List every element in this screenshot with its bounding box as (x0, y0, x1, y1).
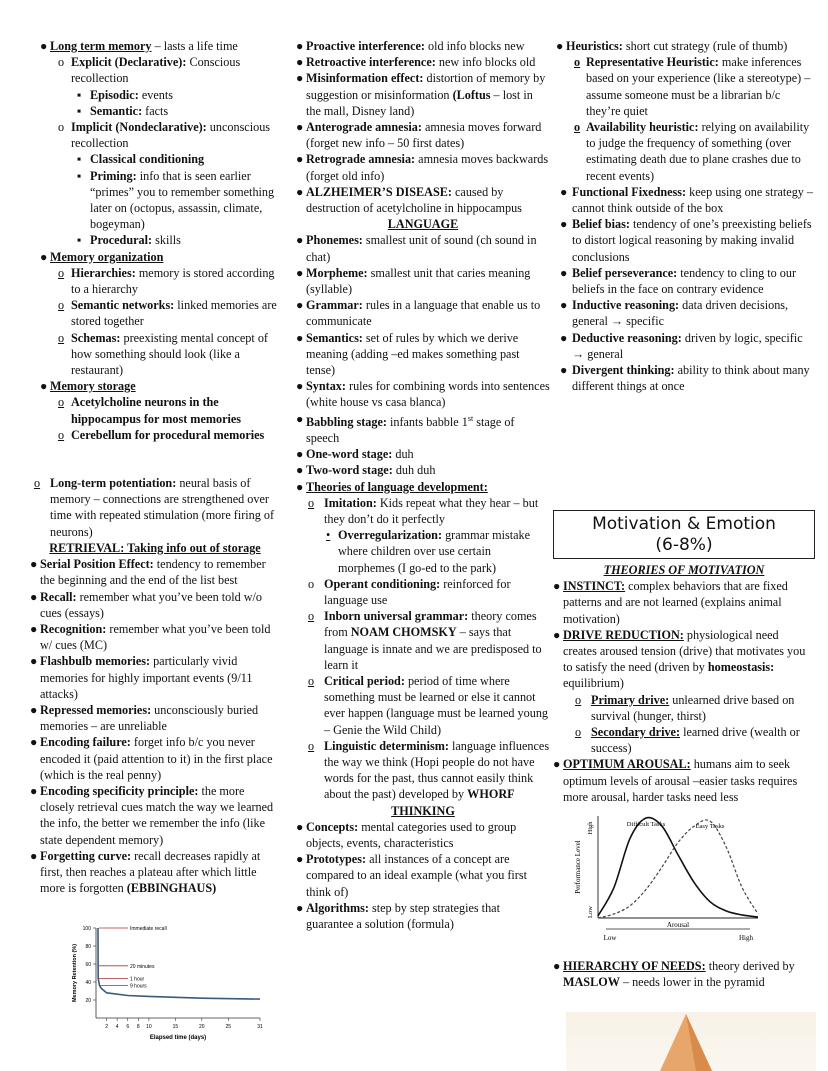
y-axis-label: Memory Retention (%) (72, 943, 78, 1003)
list-item-alzheimers: ● ALZHEIMER’S DISEASE: caused by destruction of acetylcholine in hippocampus (296, 184, 522, 216)
list-item-recognition: ● Recognition: remember what you’ve been told w/ cues (MC) (30, 621, 271, 653)
list-item-representative: o Representative Heuristic: make inferences based on your experience (like a stereotype) – assume someone must be a librarian b/c they’re quiet (574, 55, 811, 118)
list-item-heuristics: ● Heuristics: short cut strategy (rule of thumb) (556, 39, 788, 53)
x-tick-label-low: Low (603, 934, 617, 942)
list-item-functional-fixedness: ● Functional Fixedness: keep using one strategy – cannot think outside of the box (560, 184, 814, 216)
list-item-overregularization: • Overregularization: grammar mistake where children over use certain morphemes (I go-ed to the park) (326, 528, 531, 575)
motivation-section (553, 510, 815, 805)
list-item-recall: ● Recall: remember what you’ve been told w/o cues (essays) (30, 589, 263, 620)
list-item-semantic-networks: o Semantic networks: linked memories are stored together (58, 298, 277, 329)
x-tick-label-high: High (739, 934, 753, 942)
column-memory (30, 38, 280, 896)
series-label-difficult: Difficult Tasks (626, 821, 666, 828)
list-item-divergent: ● Divergent thinking: ability to think about many different things at once (560, 363, 810, 394)
x-axis-label: Arousal (666, 921, 690, 929)
list-item-acetylcholine: o Acetylcholine neurons in the hippocampus for most memories (58, 395, 242, 426)
motivation-title: Motivation & Emotion (592, 514, 776, 534)
list-item-priming: ▪ Priming: info that is seen earlier “primes” you to remember something later on (octopus, assassin, climate, bogeyman) (77, 168, 275, 232)
list-item-imitation: o Imitation: Kids repeat what they hear – but they don’t do it perfectly (308, 495, 539, 526)
list-item-proactive: ● Proactive interference: old info blocks new (296, 39, 525, 53)
list-item-instinct: ● INSTINCT: complex behaviors that are fixed patterns and are not learned (explains animal motivation) (553, 579, 788, 626)
list-item-retroactive: ● Retroactive interference: new info blocks old (296, 55, 536, 70)
list-item-misinformation: ● Misinformation effect: distortion of memory by suggestion or misinformation (Loftus – lost in the mall, Disney land) (296, 71, 546, 118)
list-item-semantics: ● Semantics: set of rules by which we derive meaning (adding –ed makes something past tense) (296, 330, 520, 378)
x-axis-label: Elapsed time (days) (149, 1035, 207, 1041)
list-item-prototypes: ● Prototypes: all instances of a concept are compared to an ideal example (what you first think of) (296, 852, 527, 899)
list-item-semantic: ▪ Semantic: facts (77, 103, 169, 118)
y-tick-label: 20 (85, 998, 91, 1004)
list-item-encoding-failure: ● Encoding failure: forget info b/c you never encoded it (paid attention to it) in the first place (which is the real penny) (30, 735, 273, 782)
series-label-easy: Easy Tasks (695, 823, 725, 830)
list-item-episodic: ▪ Episodic: events (77, 87, 173, 102)
list-item-serial-position: ● Serial Position Effect: tendency to remember the beginning and the end of the list best (30, 557, 266, 588)
easy-tasks-curve (598, 820, 758, 918)
list-item-operant: o Operant conditioning: reinforced for language use (308, 576, 511, 607)
heading-retrieval: RETRIEVAL: Taking info out of storage (49, 540, 261, 555)
forgetting-curve-line (98, 928, 260, 999)
x-tick-label: 31 (257, 1024, 263, 1030)
x-tick-label: 6 (126, 1024, 130, 1030)
list-item-inborn-grammar: o Inborn universal grammar: theory comes from NOAM CHOMSKY – says that language is innate and we are predisposed to learn it (308, 609, 542, 672)
list-item-memory-organization: ● Memory organization (40, 249, 164, 264)
annotation-label: 1 hour (130, 976, 145, 983)
x-tick-label: 15 (172, 1024, 179, 1030)
forgetting-curve-chart (68, 918, 268, 1048)
list-item-hierarchies: o Hierarchies: memory is stored according to a hierarchy (58, 265, 275, 297)
list-item-belief-bias: ● Belief bias: tendency of one’s preexisting beliefs to distort logical reasoning by making invalid conclusions (560, 217, 812, 264)
x-tick-label: 20 (199, 1024, 205, 1030)
annotation-label: 9 hours (130, 983, 147, 990)
list-item-ltm: ● Long term memory – lasts a life time (40, 39, 238, 53)
list-item-babbling: ● Babbling stage: infants babble 1st stage of speech (296, 411, 515, 445)
x-tick-label: 10 (146, 1024, 152, 1030)
list-item-retrograde: ● Retrograde amnesia: amnesia moves backwards (forget old info) (296, 152, 549, 183)
list-item-forgetting-curve: ● Forgetting curve: recall decreases rapidly at first, then reaches a plateau after which little more is forgotten (EBBINGHAUS) (30, 848, 261, 896)
y-tick-label: 40 (85, 980, 91, 986)
motivation-range: (6-8%) (655, 535, 713, 555)
y-tick-label: 60 (85, 962, 91, 968)
annotation-label: 20 minutes (130, 963, 155, 970)
list-item-ltp: o Long-term potentiation: neural basis of memory – connections are strengthened over time with repeated stimulation (more firing of neurons) (34, 476, 275, 539)
list-item-secondary-drive: o Secondary drive: learned drive (wealth or success) (575, 725, 800, 756)
list-item-concepts: ● Concepts: mental categories used to group objects, events, characteristics (296, 819, 517, 851)
x-tick-label: 25 (225, 1024, 232, 1030)
list-item-optimum-arousal: ● OPTIMUM AROUSAL: humans aim to seek optimum levels of arousal –easier tasks requires more arousal, harder tasks need less (553, 757, 798, 804)
y-tick-label: 80 (85, 944, 91, 950)
list-item-encoding-specificity: ● Encoding specificity principle: the more closely retrieval cues match the way we learned the info, the better we remember the info (like state dependent memory) (30, 783, 274, 847)
list-item-flashbulb: ● Flashbulb memories: particularly vivid memories for highly important events (9/11 attacks) (30, 654, 253, 701)
arousal-performance-chart (568, 808, 768, 948)
list-item-classical: ▪ Classical conditioning (77, 152, 205, 167)
list-item-explicit: o Explicit (Declarative): Conscious recollection (58, 55, 241, 86)
y-tick-label-low: Low (587, 906, 594, 918)
list-item-grammar: ● Grammar: rules in a language that enable us to communicate (296, 298, 541, 329)
pyramid-image (566, 1012, 816, 1071)
list-item-two-word: ● Two-word stage: duh duh (296, 463, 436, 478)
pyramid-icon (566, 1012, 816, 1071)
heading-language: LANGUAGE (387, 217, 459, 232)
list-item-anterograde: ● Anterograde amnesia: amnesia moves forward (forget new info – 50 first dates) (296, 120, 542, 151)
list-item-critical-period: o Critical period: period of time where something must be learned or else it cannot ever happen (language must be learned young – Genie the Wild Child) (308, 673, 549, 737)
column-thinking-motivation (556, 38, 814, 394)
list-item-syntax: ● Syntax: rules for combining words into sentences (white house vs casa blanca) (296, 379, 550, 410)
x-tick-label: 8 (136, 1024, 140, 1030)
heading-thinking: THINKING (391, 803, 455, 818)
list-item-primary-drive: o Primary drive: unlearned drive based on survival (hunger, thirst) (575, 692, 795, 723)
list-item-belief-perseverance: ● Belief perseverance: tendency to cling to our beliefs in the face on contrary evidence (560, 265, 797, 297)
list-item-memory-storage: ● Memory storage (40, 379, 136, 394)
x-tick-label: 4 (115, 1024, 119, 1030)
list-item-algorithms: ● Algorithms: step by step strategies that guarantee a solution (formula) (296, 900, 500, 932)
y-axis-label: Performance Level (574, 840, 582, 894)
list-item-drive-reduction: ● DRIVE REDUCTION: physiological need creates aroused tension (drive) that motivates you to satisfy the need (driven by homeostasis: equilibrium) (553, 627, 806, 691)
motivation-title-box (553, 510, 815, 559)
list-item-schemas: o Schemas: preexisting mental concept of how something should look (like a restaurant) (58, 330, 268, 378)
column-interference-language-thinking (296, 38, 550, 932)
list-item-linguistic-determinism: o Linguistic determinism: language influences the way we think (Hopi people do not have words for the past, thus cannot easily think about the past) developed by WHORF (308, 738, 550, 802)
hierarchy-section (553, 958, 815, 990)
list-item-morpheme: ● Morpheme: smallest unit that caries meaning (syllable) (296, 265, 531, 297)
list-item-availability: o Availability heuristic: relying on availability to judge the frequency of something (over estimating death due to plane crashes due to recent events) (574, 120, 810, 183)
list-item-phonemes: ● Phonemes: smallest unit of sound (ch sound in chat) (296, 233, 537, 264)
x-tick-label: 2 (105, 1024, 108, 1030)
list-item-procedural: ▪ Procedural: skills (77, 233, 181, 248)
list-item-repressed: ● Repressed memories: unconsciously buried memories – are unreliable (30, 702, 259, 734)
list-item-hierarchy-needs: ● HIERARCHY OF NEEDS: theory derived by MASLOW – needs lower in the pyramid (553, 959, 795, 990)
list-item-cerebellum: o Cerebellum for procedural memories (58, 427, 265, 442)
y-tick-label-high: High (587, 821, 594, 835)
heading-theories-motivation: THEORIES OF MOTIVATION (603, 563, 765, 577)
list-item-inductive: ● Inductive reasoning: data driven decisions, general → specific (560, 298, 789, 329)
list-item-implicit: o Implicit (Nondeclarative): unconscious recollection (58, 120, 271, 151)
list-item-one-word: ● One-word stage: duh (296, 447, 414, 462)
list-item-theories-language: ● Theories of language development: (296, 479, 488, 494)
annotation-label: Immediate recall (130, 926, 167, 932)
y-tick-label: 100 (82, 926, 91, 932)
list-item-deductive: ● Deductive reasoning: driven by logic, specific → general (560, 330, 803, 361)
